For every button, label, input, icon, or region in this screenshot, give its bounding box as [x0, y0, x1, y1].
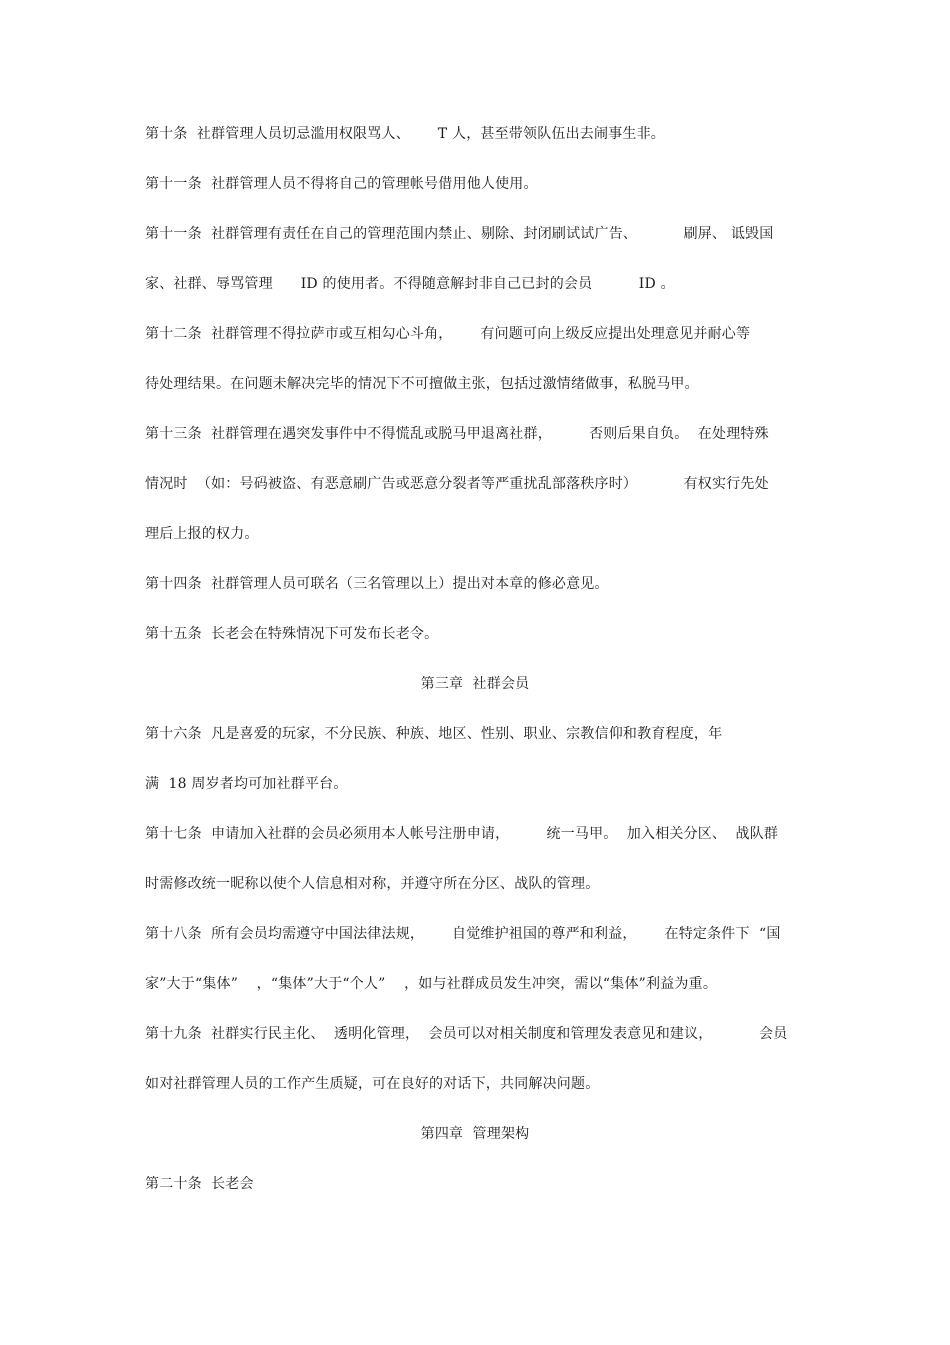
article-10-line: 第十条 社群管理人员切忌滥用权限骂人、 T 人，甚至带领队伍出去闹事生非。 [145, 126, 665, 142]
article-14-line: 第十四条 社群管理人员可联名（三名管理以上）提出对本章的修必意见。 [145, 576, 609, 592]
article-11b-line-2: 家、社群、辱骂管理 ID 的使用者。不得随意解封非自己已封的会员 ID 。 [145, 276, 675, 292]
article-12-line-1: 第十二条 社群管理不得拉萨市或互相勾心斗角， 有问题可向上级反应提出处理意见并耐心等 [145, 326, 751, 342]
article-17-line-2: 时需修改统一昵称以使个人信息相对称，并遵守所在分区、战队的管理。 [145, 876, 600, 892]
article-16-line-2: 满 18 周岁者均可加社群平台。 [145, 776, 348, 792]
article-19-line-2: 如对社群管理人员的工作产生质疑，可在良好的对话下，共同解决问题。 [145, 1076, 600, 1092]
article-12-line-2: 待处理结果。在问题未解决完毕的情况下不可擅做主张，包括过激情绪做事，私脱马甲。 [145, 376, 699, 392]
article-19-line-1: 第十九条 社群实行民主化、 透明化管理， 会员可以对相关制度和管理发表意见和建议， 会员 [145, 1026, 788, 1042]
article-11b-line-1: 第十一条 社群管理有责任在自己的管理范围内禁止、剔除、封闭刷试试广告、 刷屏、 诋毁国 [145, 226, 774, 242]
article-20-line: 第二十条 长老会 [145, 1176, 254, 1192]
article-13-line-3: 理后上报的权力。 [145, 526, 259, 542]
article-18-line-2: 家”大于“集体” ，“集体”大于“个人” ，如与社群成员发生冲突，需以“集体”利益为重。 [145, 976, 718, 992]
chapter-4-heading: 第四章 管理架构 [420, 1126, 530, 1142]
article-13-line-1: 第十三条 社群管理在遇突发事件中不得慌乱或脱马甲退离社群， 否则后果自负。 在处理特殊 [145, 426, 769, 442]
chapter-3-heading: 第三章 社群会员 [420, 676, 530, 692]
article-16-line-1: 第十六条 凡是喜爱的玩家，不分民族、种族、地区、性别、职业、宗教信仰和教育程度，年 [145, 726, 723, 742]
article-18-line-1: 第十八条 所有会员均需遵守中国法律法规， 自觉维护祖国的尊严和利益， 在特定条件下 “国 [145, 926, 781, 942]
article-11a-line: 第十一条 社群管理人员不得将自己的管理帐号借用他人使用。 [145, 176, 538, 192]
article-13-line-2: 情况时 （如：号码被盗、有恶意刷广告或恶意分裂者等严重扰乱部落秩序时） 有权实行先处 [145, 476, 769, 492]
article-17-line-1: 第十七条 申请加入社群的会员必须用本人帐号注册申请， 统一马甲。 加入相关分区、 战队群 [145, 826, 779, 842]
article-15-line: 第十五条 长老会在特殊情况下可发布长老令。 [145, 626, 439, 642]
